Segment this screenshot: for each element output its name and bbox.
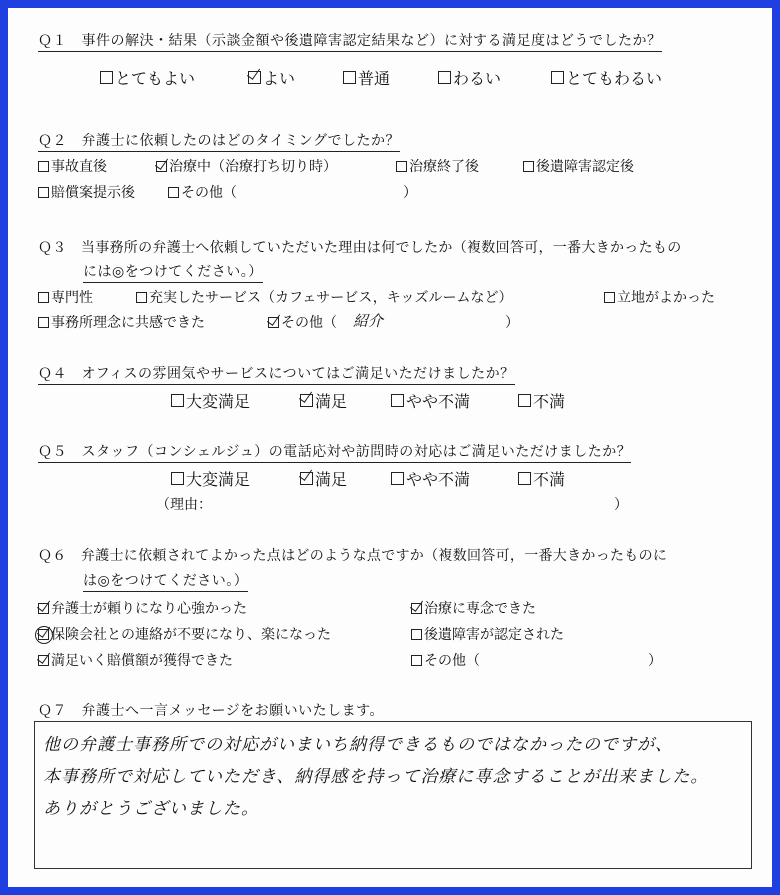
checkbox-icon[interactable] [523,161,534,172]
q5-option-satisfied[interactable]: 満足 [300,467,347,490]
q2-options-row2 [8,182,768,202]
checkbox-icon[interactable] [396,161,407,172]
checkbox-icon[interactable] [38,187,49,198]
q2-option-during-treatment[interactable]: 治療中（治療打ち切り時） [156,156,337,176]
q6-options-row1 [8,598,768,618]
checkbox-icon[interactable] [604,292,615,303]
q2-option-after-treatment[interactable]: 治療終了後 [396,156,479,176]
q3-other-handwritten: 紹介 [353,312,384,330]
message-line-3: ありがとうございました。 [43,799,259,819]
q5-reason-label: （理由： [156,497,212,513]
q1-option-very-bad[interactable]: とてもわるい [551,66,662,89]
q4-option-very-satisfied[interactable]: 大変満足 [171,389,250,412]
checkbox-icon[interactable] [38,317,49,328]
q2-option-after-certification[interactable]: 後遺障害認定後 [523,156,634,176]
q1-option-normal[interactable]: 普通 [343,66,390,89]
q6-option-disability-certified[interactable]: 後遺障害が認定された [411,624,564,644]
q1-option-bad[interactable]: わるい [438,66,501,89]
q2-option-other[interactable]: その他（ [168,182,237,202]
checked-checkbox-icon[interactable] [156,161,167,172]
q2-options-row1 [8,156,768,176]
checkbox-icon[interactable] [100,71,113,84]
q6-other-close: ） [648,653,662,669]
q1-option-very-good[interactable]: とてもよい [100,66,195,89]
q6-options-row2 [8,624,768,644]
q6-title-line1: Ｑ６ 弁護士に依頼されてよかった点はどのような点ですか（複数回答可，一番大きかったものに [38,548,668,564]
q5-reason-close: ） [614,497,628,513]
checked-checkbox-icon[interactable] [300,472,313,485]
q2-title: Ｑ２ 弁護士に依頼したのはどのタイミングでしたか？ [38,130,400,152]
checkbox-icon[interactable] [411,629,422,640]
checkbox-icon[interactable] [38,161,49,172]
q3-other-close: ） [505,315,519,331]
q5-reason-row [8,494,768,514]
q6-option-focus-on-treatment[interactable]: 治療に専念できた [411,598,536,618]
q4-option-somewhat-dissatisfied[interactable]: やや不満 [391,389,470,412]
checkbox-icon[interactable] [38,292,49,303]
checkbox-icon[interactable] [171,472,184,485]
q4-option-satisfied[interactable]: 満足 [300,389,347,412]
q6-option-satisfactory-compensation[interactable]: 満足いく賠償額が獲得できた [38,650,233,670]
checkbox-icon[interactable] [171,394,184,407]
q3-options-row1 [8,287,768,307]
checkbox-icon[interactable] [438,71,451,84]
checkbox-icon[interactable] [343,71,356,84]
checked-checkbox-icon[interactable] [268,317,279,328]
message-line-2: 本事務所で対応していただき、納得感を持って治療に専念することが出来ました。 [43,767,709,787]
q6-options-row3 [8,650,768,670]
q1-options [8,66,768,88]
q1-title: Ｑ１ 事件の解決・結果（示談金額や後遺障害認定結果など）に対する満足度はどうでしたか？ [38,30,662,52]
checkbox-icon[interactable] [411,655,422,666]
q6-title-line2: は◎をつけてください。） [83,570,248,592]
q5-option-dissatisfied[interactable]: 不満 [518,467,565,490]
q6-option-reliable-lawyer[interactable]: 弁護士が頼りになり心強かった [38,598,247,618]
checked-checkbox-icon[interactable] [38,655,49,666]
q5-options [8,467,768,489]
checkbox-icon[interactable] [391,472,404,485]
checkbox-icon[interactable] [391,394,404,407]
q3-option-location[interactable]: 立地がよかった [604,287,715,307]
checked-checkbox-icon[interactable] [411,603,422,614]
checkbox-icon[interactable] [136,292,147,303]
message-line-1: 他の弁護士事務所での対応がいまいち納得できるものではなかったのですが、 [43,735,673,755]
q5-option-very-satisfied[interactable]: 大変満足 [171,467,250,490]
q2-option-right-after-accident[interactable]: 事故直後 [38,156,107,176]
checkbox-icon[interactable] [168,187,179,198]
double-circle-checkbox-icon[interactable] [38,629,49,640]
checkbox-icon[interactable] [551,71,564,84]
q3-options-row2 [8,312,768,334]
q3-option-other[interactable]: その他（ [268,312,337,332]
checked-checkbox-icon[interactable] [300,394,313,407]
message-box[interactable] [34,721,752,869]
checked-checkbox-icon[interactable] [248,71,261,84]
q3-title-line2: には◎をつけてください。） [83,261,263,283]
q4-title: Ｑ４ オフィスの雰囲気やサービスについてはご満足いただけましたか？ [38,363,515,385]
q3-option-services[interactable]: 充実したサービス（カフェサービス，キッズルームなど） [136,287,512,307]
q5-option-somewhat-dissatisfied[interactable]: やや不満 [391,467,470,490]
q6-option-no-insurer-contact[interactable]: 保険会社との連絡が不要になり、楽になった [38,624,331,644]
q1-option-good[interactable]: よい [248,66,295,89]
checked-checkbox-icon[interactable] [38,603,49,614]
q6-option-other[interactable]: その他（ [411,650,480,670]
q3-option-expertise[interactable]: 専門性 [38,287,93,307]
checkbox-icon[interactable] [518,472,531,485]
q3-option-philosophy[interactable]: 事務所理念に共感できた [38,312,205,332]
q7-title: Ｑ７ 弁護士へ一言メッセージをお願いいたします。 [38,700,384,722]
q2-option-after-compensation-offer[interactable]: 賠償案提示後 [38,182,135,202]
q4-option-dissatisfied[interactable]: 不満 [518,389,565,412]
survey-sheet [8,8,772,887]
q5-title: Ｑ５ スタッフ（コンシェルジュ）の電話応対や訪問時の対応はご満足いただけましたか？ [38,441,631,463]
checkbox-icon[interactable] [518,394,531,407]
q3-title-line1: Ｑ３ 当事務所の弁護士へ依頼していただいた理由は何でしたか（複数回答可，一番大きかったもの [38,240,682,256]
q4-options [8,389,768,411]
q2-other-close: ） [403,185,417,201]
